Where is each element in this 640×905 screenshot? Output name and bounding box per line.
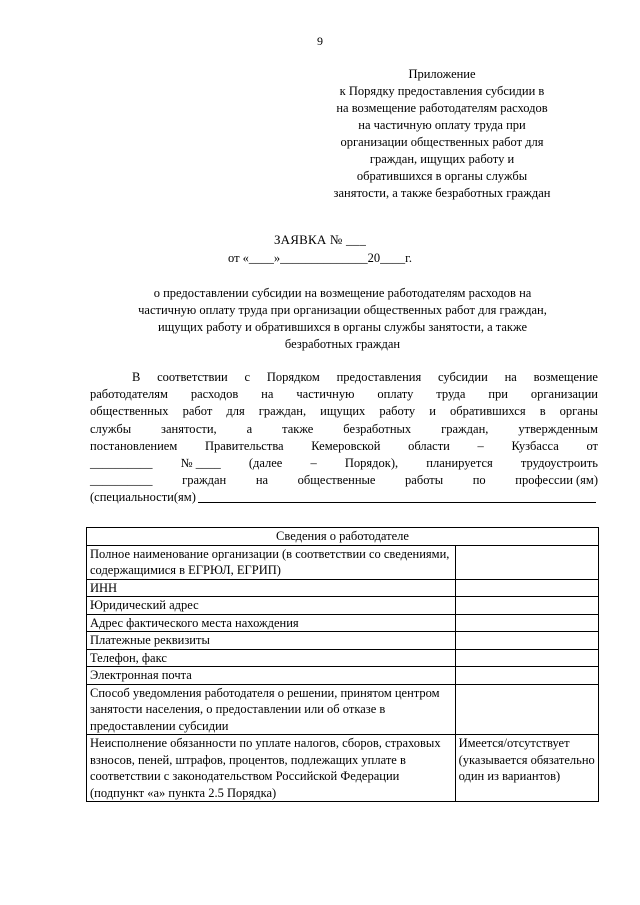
- body-word: граждан,: [441, 421, 489, 436]
- table-header: Сведения о работодателе: [87, 528, 599, 546]
- table-row: [87, 579, 599, 597]
- body-word: на: [255, 473, 269, 488]
- row-label: Неисполнение обязанности по уплате налогов, сборов, страховых взносов, пеней, штрафов, процентов, подлежащих уплате в соответствии с законодательством Российской Федерации (подпункт «а» пункта 2.5 Порядка): [87, 735, 456, 802]
- table-row: [87, 649, 599, 667]
- body-word: с: [244, 370, 251, 384]
- body-word: на: [504, 370, 517, 384]
- table-row: [87, 684, 599, 735]
- body-word: а: [246, 421, 253, 436]
- body-line: [90, 421, 598, 438]
- body-paragraph: [90, 369, 598, 507]
- body-word: __________: [90, 456, 153, 471]
- table-row: [87, 597, 599, 615]
- body-word: возмещение: [533, 370, 598, 384]
- body-word: В: [132, 370, 141, 384]
- body-word: соответствии: [157, 370, 228, 384]
- row-value-field[interactable]: [455, 632, 598, 650]
- body-word: Порядком: [266, 370, 320, 384]
- body-word: работы: [405, 473, 444, 488]
- body-word: Кузбасса: [511, 438, 559, 453]
- body-word: частичную: [296, 387, 355, 402]
- table-row: [87, 614, 599, 632]
- body-word: __________: [90, 473, 153, 488]
- row-label: Полное наименование организации (в соответствии со сведениями, содержащимися в ЕГРЮЛ, ЕГРИП): [87, 545, 456, 579]
- row-label: Адрес фактического места нахождения: [87, 614, 456, 632]
- body-word: органы: [559, 404, 598, 419]
- body-word: от: [586, 438, 598, 453]
- row-label: Способ уведомления работодателя о решении, принятом центром занятости населения, о предоставлении или об отказе в предоставлении субсидии: [87, 684, 456, 735]
- body-word: (специальности(ям): [90, 490, 196, 505]
- row-label: Электронная почта: [87, 667, 456, 685]
- appendix-line: на возмещение работодателям расходов: [336, 101, 548, 115]
- appendix-line: на частичную оплату труда при: [358, 118, 526, 132]
- body-word: оплату: [377, 387, 414, 402]
- row-label: ИНН: [87, 579, 456, 597]
- body-line: [90, 386, 598, 403]
- body-word: утвержденным: [518, 421, 598, 436]
- subject-line: частичную оплату труда при организации общественных работ для граждан,: [138, 303, 547, 317]
- application-date: от «____»______________20____г.: [227, 251, 412, 265]
- body-word: Кемеровской: [311, 438, 381, 453]
- body-word: занятости,: [161, 421, 217, 436]
- appendix-line: организации общественных работ для: [340, 135, 544, 149]
- body-word: предоставления: [336, 370, 422, 384]
- body-line: [90, 403, 598, 420]
- application-title: ЗАЯВКА № ___: [273, 232, 367, 247]
- body-word: общественных: [90, 404, 169, 419]
- row-label: Телефон, факс: [87, 649, 456, 667]
- body-word: работ: [182, 404, 213, 419]
- body-word: № ____: [180, 456, 221, 471]
- subject-line: ищущих работу и обратившихся в органы службы занятости, а также: [157, 320, 528, 334]
- body-line: [90, 472, 598, 489]
- body-word: службы: [90, 421, 132, 436]
- body-word: граждан: [182, 473, 227, 488]
- body-word: планируется: [426, 456, 493, 471]
- appendix-line: занятости, а также безработных граждан: [333, 186, 551, 200]
- table-row: [87, 667, 599, 685]
- body-word: граждан,: [258, 404, 307, 419]
- body-word: Правительства: [204, 438, 284, 453]
- body-word: –: [310, 456, 317, 471]
- row-value-field[interactable]: Имеется/отсутствует (указывается обязательно один из вариантов): [455, 735, 598, 802]
- appendix-header: [292, 66, 592, 202]
- body-line: [90, 489, 598, 506]
- body-word: области: [408, 438, 450, 453]
- row-value-field[interactable]: [455, 684, 598, 735]
- row-value-field[interactable]: [455, 597, 598, 615]
- subject-line: о предоставлении субсидии на возмещение работодателям расходов на: [153, 286, 532, 300]
- body-word: при: [488, 387, 508, 402]
- blank-line: [198, 489, 596, 502]
- appendix-line: Приложение: [408, 67, 476, 81]
- body-word: на: [261, 387, 274, 402]
- page-number: 9: [317, 34, 323, 48]
- body-line: [90, 369, 598, 386]
- body-word: –: [477, 438, 484, 453]
- row-label: Платежные реквизиты: [87, 632, 456, 650]
- table-header-row: [87, 528, 599, 546]
- body-word: работодателям: [90, 387, 168, 402]
- table-row: [87, 545, 599, 579]
- body-line: [90, 438, 598, 455]
- body-word: Порядок),: [344, 456, 399, 471]
- body-word: для: [226, 404, 245, 419]
- body-word: также: [282, 421, 314, 436]
- body-word: и: [429, 404, 436, 419]
- body-word: (далее: [248, 456, 283, 471]
- body-word: безработных: [343, 421, 412, 436]
- employer-info-table: [86, 527, 599, 802]
- body-word: ищущих: [320, 404, 366, 419]
- appendix-line: обратившихся в органы службы: [356, 169, 528, 183]
- body-word: по: [472, 473, 486, 488]
- appendix-line: к Порядку предоставления субсидии в: [339, 84, 545, 98]
- body-word: расходов: [190, 387, 239, 402]
- body-word: работу: [379, 404, 416, 419]
- body-line: [90, 455, 598, 472]
- appendix-line: граждан, ищущих работу и: [369, 152, 515, 166]
- row-value-field[interactable]: [455, 649, 598, 667]
- row-value-field[interactable]: [455, 667, 598, 685]
- row-value-field[interactable]: [455, 545, 598, 579]
- application-subject: [90, 285, 595, 353]
- body-word: организации: [530, 387, 598, 402]
- table-row: [87, 632, 599, 650]
- row-value-field[interactable]: [455, 614, 598, 632]
- body-word: профессии (ям): [515, 473, 598, 488]
- row-label: Юридический адрес: [87, 597, 456, 615]
- row-value-field[interactable]: [455, 579, 598, 597]
- body-word: обратившихся: [449, 404, 526, 419]
- body-word: трудоустроить: [520, 456, 598, 471]
- table-row: [87, 735, 599, 802]
- body-word: в: [539, 404, 546, 419]
- body-word: субсидии: [437, 370, 488, 384]
- subject-line: безработных граждан: [284, 337, 401, 351]
- body-word: постановлением: [90, 438, 178, 453]
- body-word: труда: [436, 387, 466, 402]
- body-word: общественные: [297, 473, 376, 488]
